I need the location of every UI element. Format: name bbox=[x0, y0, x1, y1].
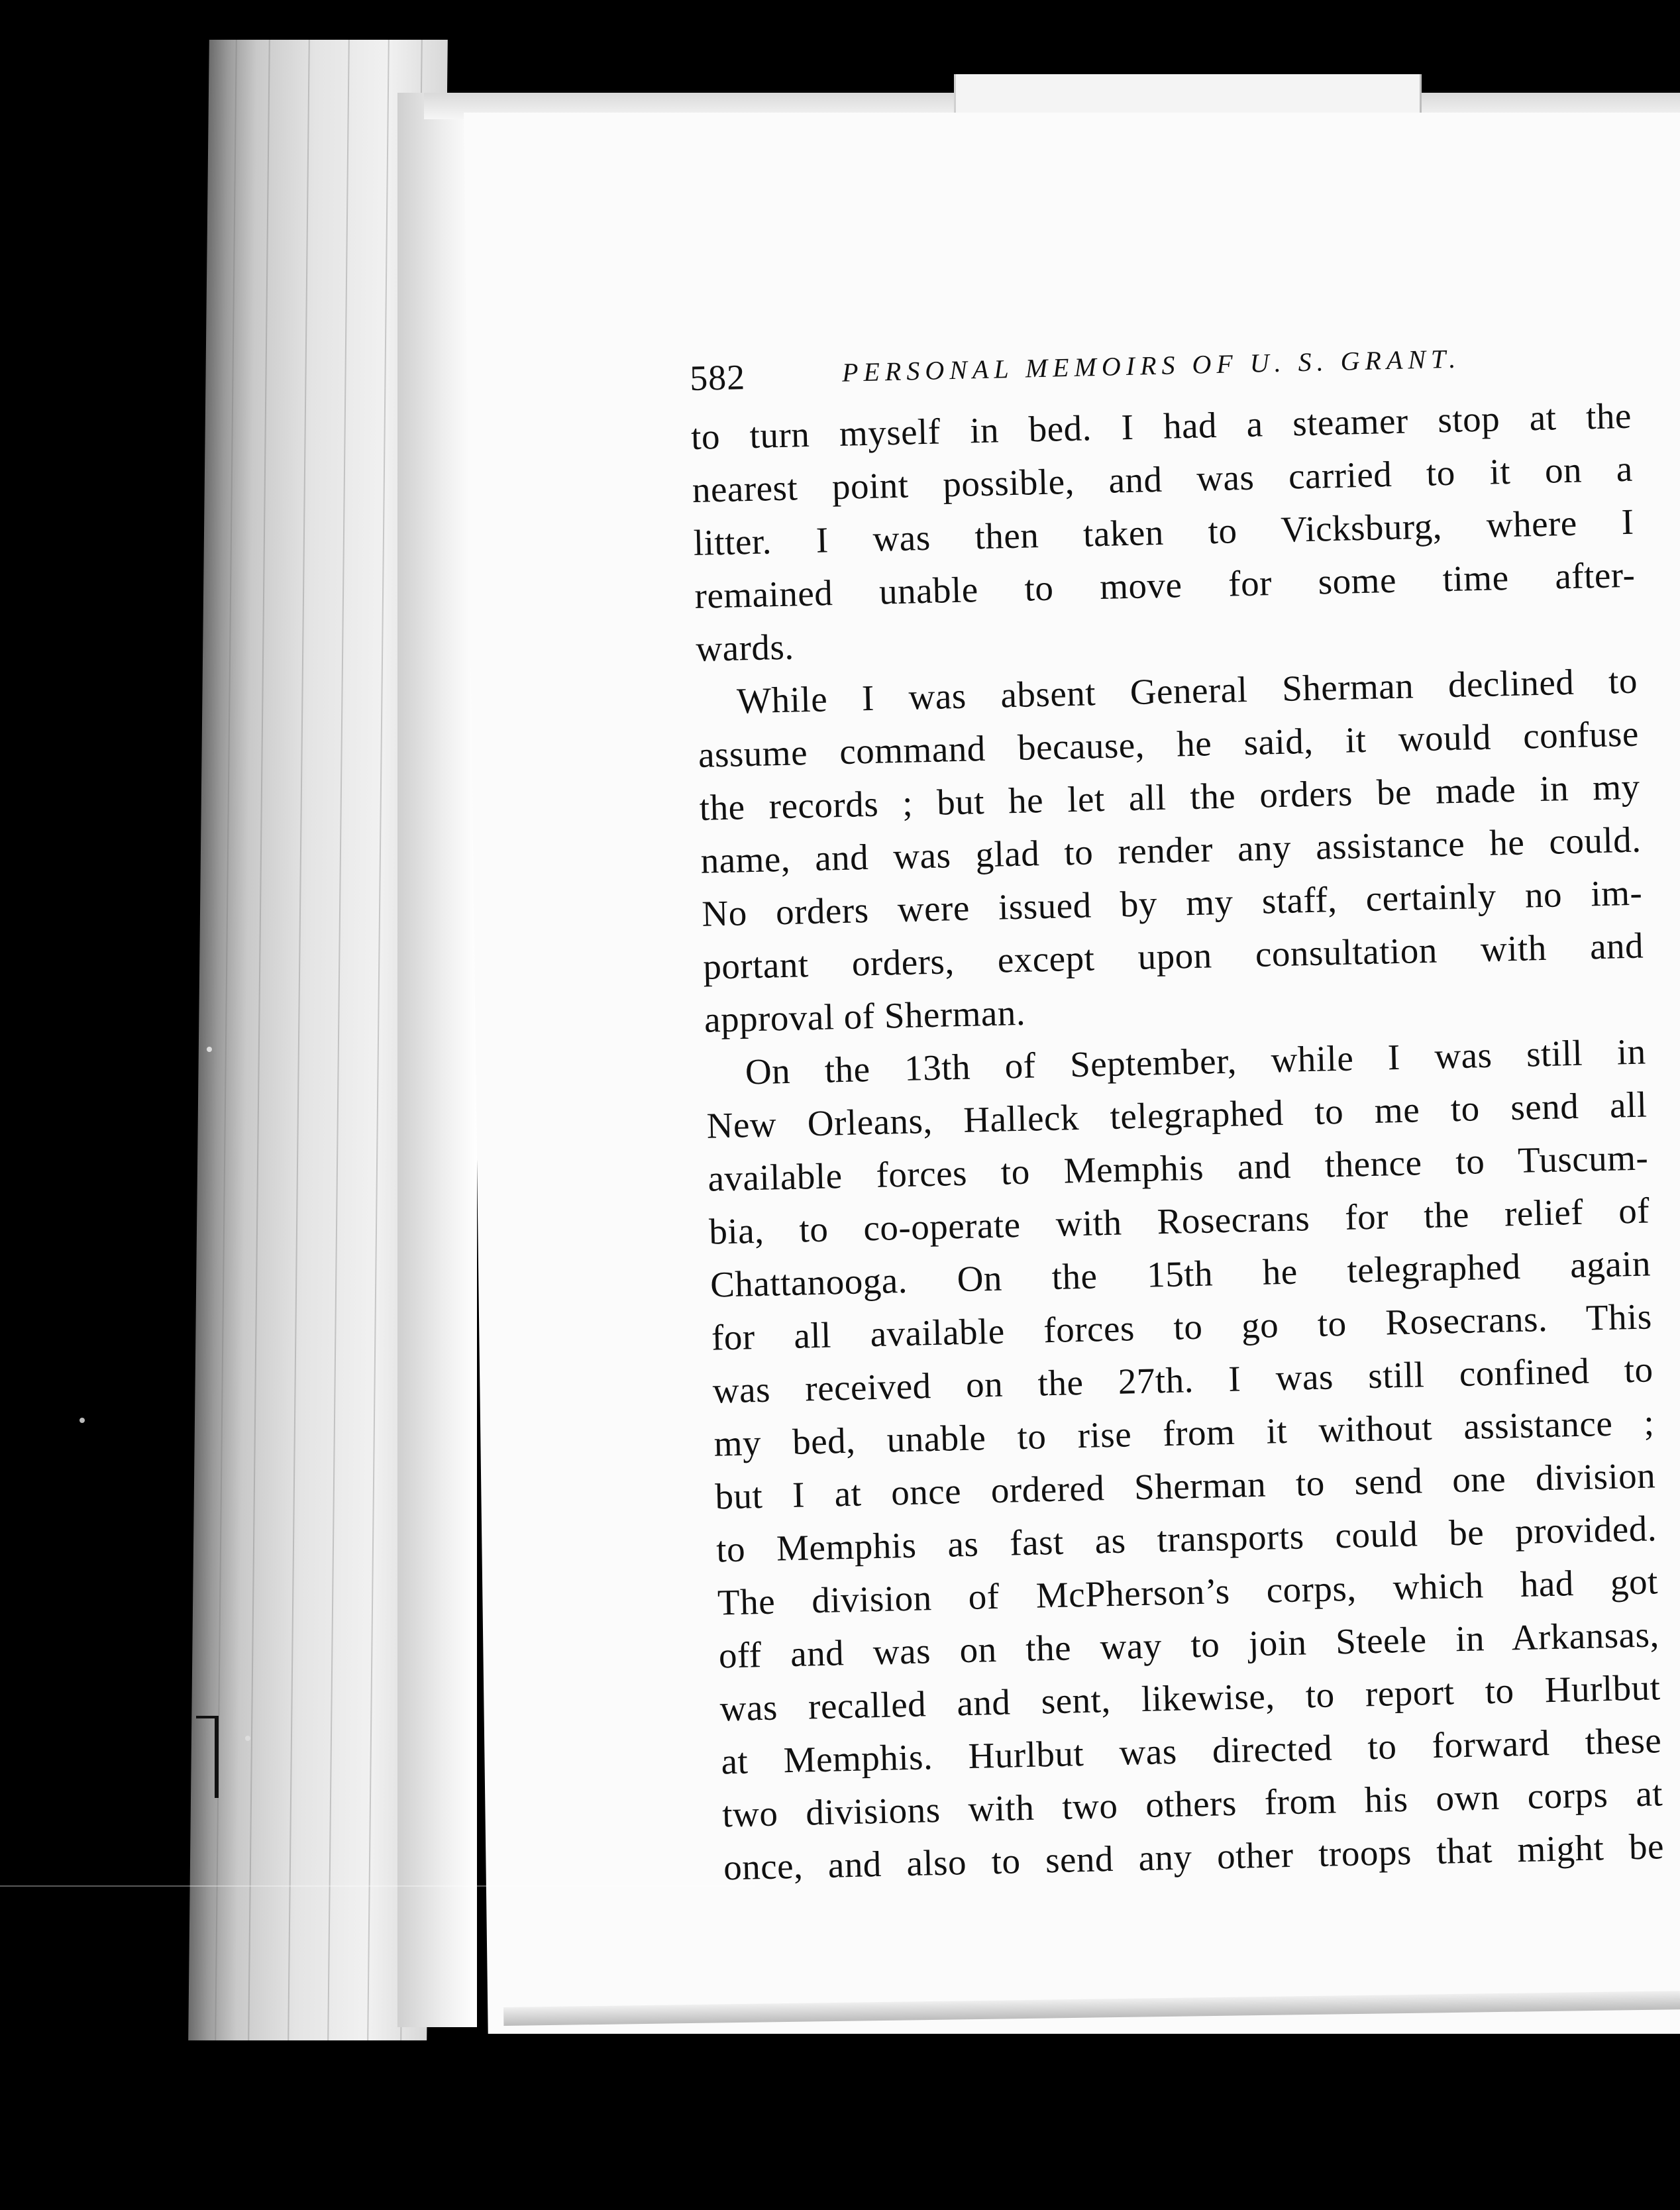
text-line: New Orleans, Halleck telegraphed to me to send all bbox=[706, 1084, 1648, 1146]
page-number: 582 bbox=[689, 357, 746, 398]
text-line: The division of McPherson’s corps, which had got bbox=[717, 1561, 1659, 1623]
text-line: the records ; but he let all the orders be made in my bbox=[699, 766, 1641, 828]
text-line: approval of Sherman. bbox=[704, 992, 1026, 1040]
page-text-block bbox=[689, 323, 1665, 1895]
text-line: to turn myself in bed. I had a steamer stop at the bbox=[690, 395, 1632, 457]
text-line: available forces to Memphis and thence to Tuscum- bbox=[707, 1137, 1649, 1199]
running-title: PERSONAL MEMOIRS OF U. S. GRANT. bbox=[841, 343, 1461, 388]
text-line: While I was absent General Sherman declined to bbox=[736, 660, 1638, 721]
dust-speck bbox=[245, 1736, 250, 1741]
text-line: portant orders, except upon consultation with and bbox=[702, 925, 1644, 987]
text-line: nearest point possible, and was carried to it on a bbox=[692, 448, 1634, 510]
dust-speck bbox=[207, 1047, 212, 1052]
text-line: to Memphis as fast as transports could be provided. bbox=[715, 1508, 1657, 1570]
dust-speck bbox=[79, 1418, 85, 1423]
text-line: two divisions with two others from his own corps at bbox=[721, 1773, 1663, 1835]
text-line: On the 13th of September, while I was still in bbox=[745, 1031, 1647, 1092]
leaf-line bbox=[248, 40, 270, 2040]
text-line: my bed, unable to rise from it without assistance ; bbox=[713, 1402, 1655, 1464]
text-line: was received on the 27th. I was still confined to bbox=[712, 1349, 1654, 1411]
text-line: off and was on the way to join Steele in Arkansas, bbox=[718, 1614, 1660, 1676]
page-stack-edge bbox=[397, 93, 477, 2027]
text-line: but I at once ordered Sherman to send one division bbox=[714, 1455, 1656, 1517]
leaf-line bbox=[327, 40, 350, 2040]
text-line: was recalled and sent, likewise, to report to Hurlbut bbox=[719, 1667, 1661, 1729]
text-line: litter. I was then taken to Vicksburg, where I bbox=[693, 501, 1635, 563]
leaf-line bbox=[288, 40, 310, 2040]
text-line: for all available forces to go to Rosecrans. This bbox=[711, 1296, 1653, 1358]
text-line: Chattanooga. On the 15th he telegraphed again bbox=[709, 1243, 1652, 1305]
text-line: at Memphis. Hurlbut was directed to forward these bbox=[720, 1720, 1662, 1782]
text-line: remained unable to move for some time after- bbox=[694, 554, 1636, 616]
scan-artifact-line bbox=[0, 1885, 755, 1887]
leaf-line bbox=[367, 40, 390, 2040]
text-line: No orders were issued by my staff, certainly no im- bbox=[701, 872, 1643, 934]
text-line: name, and was glad to render any assistance he could. bbox=[700, 819, 1642, 881]
binding-clip-mark bbox=[196, 1716, 219, 1798]
text-line: assume command because, he said, it would confuse bbox=[698, 713, 1640, 775]
text-line: once, and also to send any other troops that might be bbox=[723, 1826, 1665, 1888]
text-line: wards. bbox=[695, 626, 795, 669]
text-line: bia, to co-operate with Rosecrans for the relief of bbox=[708, 1190, 1650, 1252]
